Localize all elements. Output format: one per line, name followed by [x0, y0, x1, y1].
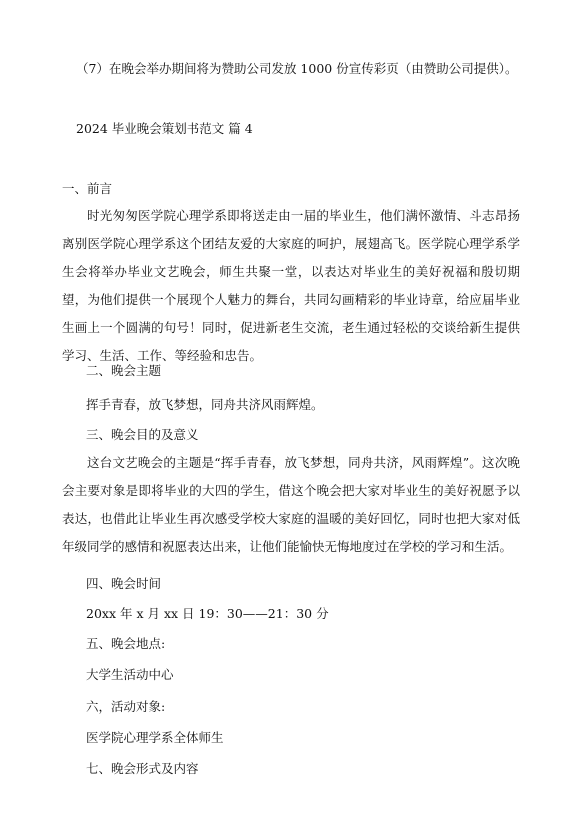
theme-text: 挥手青春，放飞梦想，同舟共济风雨辉煌。 — [86, 397, 324, 412]
time-text: 20xx 年 x 月 xx 日 19：30——21：30 分 — [86, 606, 329, 621]
item-7-text: （7）在晚会举办期间将为赞助公司发放 1000 份宣传彩页（由赞助公司提供）。 — [76, 61, 518, 76]
document-title: 2024 毕业晚会策划书范文 篇 4 — [76, 121, 253, 136]
venue-heading: 五、晚会地点: — [86, 636, 166, 651]
venue-text: 大学生活动中心 — [86, 667, 174, 682]
preface-heading: 一、前言 — [62, 181, 113, 196]
preface-paragraph: 时光匆匆医学院心理学系即将送走由一届的毕业生，他们满怀激情、斗志昂扬离别医学院心理学系这个团结友爱的大家庭的呵护，展翅高飞。医学院心理学系学生会将举办毕业文艺晚会，师生共聚一堂，以表达对毕业生的美好祝福和殷切期望，为他们提供一个展现个人魅力的舞台，共同勾画精彩的毕业诗章，给应届毕业生画上一个圆满的句号！同时，促进新老生交流，老生通过轻松的交谈给新生提供学习、生活、工作、等经验和忠告。 — [62, 208, 520, 363]
purpose-heading: 三、晚会目的及意义 — [86, 427, 199, 442]
time-heading: 四、晚会时间 — [86, 576, 162, 591]
theme-heading: 二、晚会主题 — [86, 363, 162, 378]
audience-text: 医学院心理学系全体师生 — [86, 730, 224, 745]
audience-heading: 六，活动对象: — [86, 699, 166, 714]
purpose-paragraph: 这台文艺晚会的主题是“挥手青春，放飞梦想，同舟共济，风雨辉煌”。这次晚会主要对象是即将毕业的大四的学生，借这个晚会把大家对毕业生的美好祝愿予以表达，也借此让毕业生再次感受学校大家庭的温暖的美好回忆，同时也把大家对低年级同学的感情和祝愿表达出来，让他们能愉快无悔地度过在学校的学习和生活。 — [62, 455, 520, 554]
format-heading: 七、晚会形式及内容 — [86, 761, 199, 776]
